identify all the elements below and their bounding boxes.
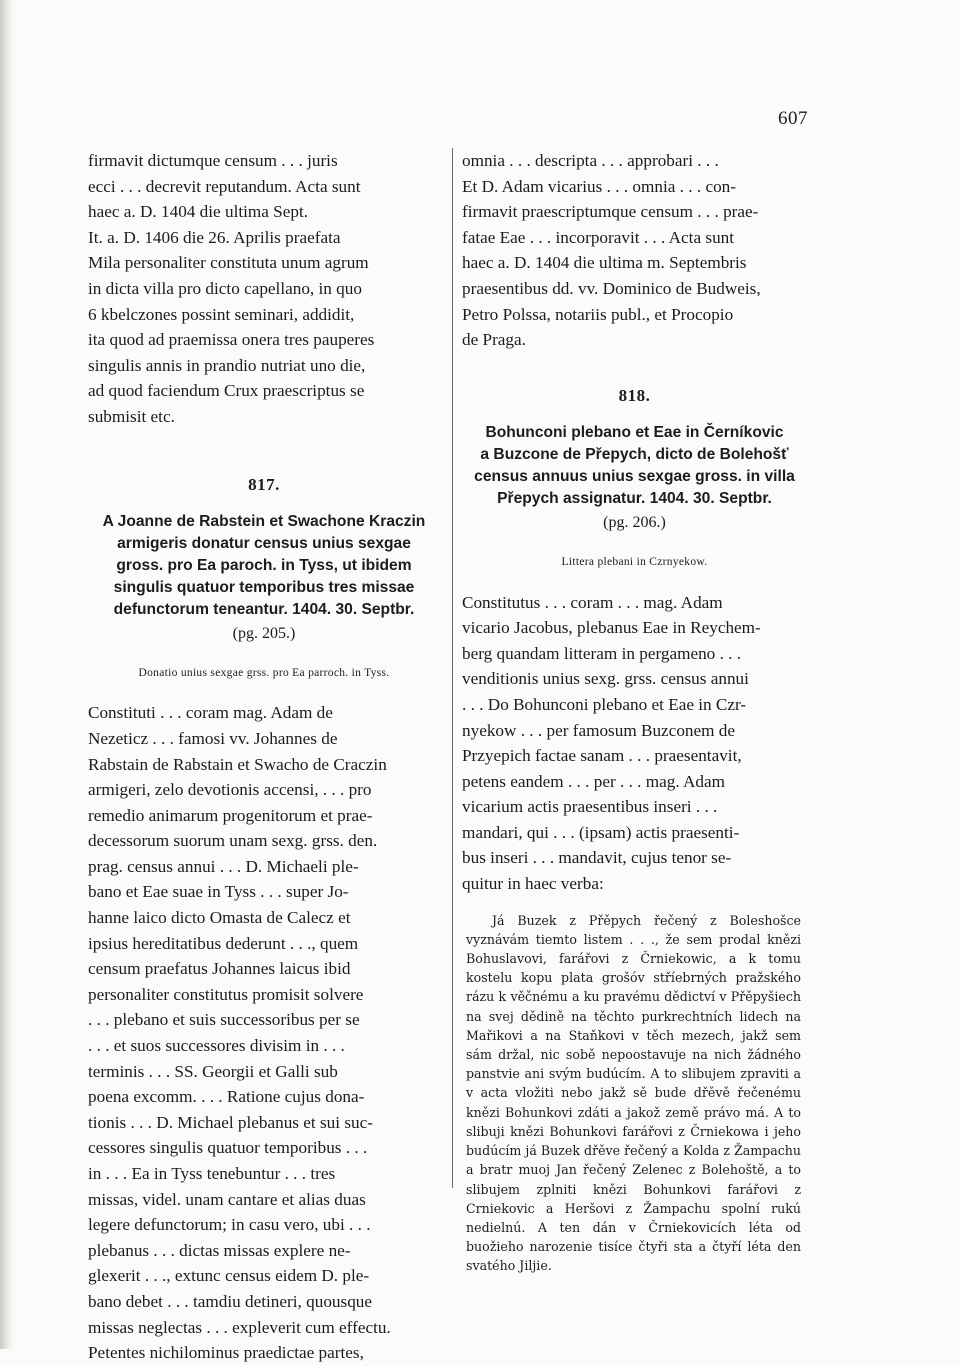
text-line: censum praefatus Johannes laicus ibid [88, 959, 351, 979]
heading-line: armigeris donatur census unius sexgae [117, 535, 411, 553]
heading-line: defunctorum teneantur. 1404. 30. Septbr. [113, 601, 415, 619]
right-intro-paragraph [462, 148, 807, 353]
text-line: poena excomm. . . . Ratione cujus dona- [88, 1087, 365, 1107]
text-line: cessores singulis quatuor temporibus . . . [88, 1138, 368, 1158]
text-line: armigeri, zelo devotionis accensi, . . . pro [88, 780, 372, 800]
czech-charter-text: Já Buzek z Přěpych řečený z Boleshošce vyznávám tiemto listem . . ., že sem prodal knězi Bohuslavovi, farářovi z Črniekowic, a k tomu kostelu kopu plata grošóv stříebrných pražského rázu k věčnému a ku pravému dědictví v Přěpyšiech na svej dědině na těchto purkrechtních lidech na Mařikovi a na Staňkovi v těch mezech, jakž sem sám držal, nic sobě nepoostavuje na nich žádného panstvie ani svým budúcím. A to slibujem zpraviti a v acta vložiti nebo jakž sě bude dřěvě řečenému knězi Bohunkovi zdáti a jakož země právo má. A to slibuji knězi Bohunkovi farářovi z Črniekowa i jeho budúcím já Buzek dřěve řečený a Kolda z Žampachu a bratr muoj Jan řečený Zelenec z Bolehoště, a to slibujem zplniti knězi Bohunkovi farářovi z Crniekovic a Heršovi z Žampachu spolní rukú nedielnú. A ten dán v Črniekovicích léta od buožieho narozenie tisíce čtyři sta a čtyří léta den svatého Jiljie. [466, 912, 801, 1274]
page-reference-206: (pg. 206.) [603, 514, 666, 532]
page-number: 607 [778, 108, 808, 129]
text-line: Constitutus . . . coram . . . mag. Adam [462, 592, 723, 612]
text-line: Przyepich factae sanam . . . praesentavit, [462, 746, 742, 766]
text-line: Constituti . . . coram mag. Adam de [88, 703, 333, 723]
text-line: Nezeticz . . . famosi vv. Johannes de [88, 728, 338, 748]
text-line: remedio animarum progenitorum et prae- [88, 805, 373, 825]
text-line: in . . . Ea in Tyss tenebuntur . . . tres [88, 1164, 336, 1183]
text-line: terminis . . . SS. Georgii et Galli sub [88, 1061, 338, 1081]
text-line: . . . plebano et suis successoribus per se [88, 1010, 360, 1030]
text-line: prag. census annui . . . D. Michaeli ple- [88, 856, 359, 876]
text-line: Et D. Adam vicarius . . . omnia . . . con- [462, 176, 736, 196]
text-line: Petro Polssa, notariis publ., et Procopio [462, 304, 734, 324]
document-caption-818: Littera plebani in Czrnyekow. [561, 555, 708, 568]
text-line: berg quandam litteram in pergameno . . . [462, 643, 742, 663]
text-line: . . . Do Bohunconi plebano et Eae in Czr- [462, 694, 747, 714]
section-heading-817 [88, 511, 440, 621]
section-heading-818 [462, 422, 807, 510]
heading-line: Přepych assignatur. 1404. 30. Septbr. [497, 490, 772, 508]
left-body-paragraph [88, 700, 440, 1365]
text-line: nyekow . . . per famosum Buzconem de [462, 720, 736, 740]
heading-line: a Buzcone de Přepych, dicto de Bolehošť [480, 446, 789, 464]
text-line: glexerit . . ., extunc census eidem D. ple- [88, 1266, 370, 1286]
left-column [88, 148, 440, 1366]
text-line: vicario Jacobus, plebanus Eae in Reychem- [462, 618, 761, 638]
text-line: Petentes nichilominus praedictae partes, [88, 1343, 364, 1363]
text-line: 6 kbelczones possint seminari, addidit, [88, 304, 355, 324]
text-line: bano et Eae suae in Tyss . . . super Jo- [88, 882, 349, 902]
document-caption-817: Donatio unius sexgae grss. pro Ea parroch. in Tyss. [138, 666, 390, 679]
text-line: petens eandem . . . per . . . mag. Adam [462, 771, 725, 791]
heading-line: Bohunconi plebano et Eae in Černíkovic [485, 424, 784, 442]
text-line: de Praga. [462, 330, 526, 350]
text-line: firmavit dictumque censum . . . juris [88, 151, 338, 170]
scan-edge-shadow [0, 0, 14, 1349]
text-line: ita quod ad praemissa onera tres pauperes [88, 330, 375, 350]
right-column [462, 148, 807, 1276]
heading-line: census annuus unius sexgae gross. in villa [474, 468, 795, 486]
text-line: missas neglectas . . . expleverit cum effectu. [88, 1317, 391, 1337]
text-line: mandari, qui . . . (ipsam) actis praesenti- [462, 822, 740, 842]
text-line: . . . et suos successores divisim in . . . [88, 1036, 345, 1056]
text-line: in dicta villa pro dicto capellano, in quo [88, 278, 362, 298]
heading-line: singulis quatuor temporibus tres missae [113, 579, 415, 597]
text-line: legere defunctorum; in casu vero, ubi . . . [88, 1215, 371, 1235]
text-line: hanne laico dicto Omasta de Calecz et [88, 908, 351, 928]
heading-line: gross. pro Ea paroch. in Tyss, ut ibidem [116, 557, 412, 575]
text-line: omnia . . . descripta . . . approbari . . . [462, 151, 719, 170]
text-line: singulis annis in prandio nutriat uno die, [88, 355, 366, 375]
text-line: submisit etc. [88, 406, 175, 426]
text-line: tionis . . . D. Michael plebanus et sui suc- [88, 1112, 373, 1132]
text-line: venditionis unius sexg. grss. census annui [462, 669, 749, 689]
heading-line: A Joanne de Rabstein et Swachone Kraczin [102, 513, 426, 531]
right-body-paragraph [462, 590, 807, 897]
text-line: personaliter constitutus promisit solvere [88, 984, 364, 1004]
text-line: Mila personaliter constituta unum agrum [88, 253, 369, 273]
section-number-817: 817. [248, 474, 280, 494]
left-intro-paragraph [88, 148, 440, 430]
text-line: bus inseri . . . mandavit, cujus tenor se- [462, 848, 732, 868]
page-reference-205: (pg. 205.) [232, 625, 296, 643]
text-line: plebanus . . . dictas missas explere ne- [88, 1240, 351, 1260]
text-line: ipsius hereditatibus dederunt . . ., quem [88, 933, 359, 953]
text-line: haec a. D. 1404 die ultima Sept. [88, 202, 309, 222]
text-line: decessorum suorum unam sexg. grss. den. [88, 831, 378, 851]
text-line: Rabstain de Rabstain et Swacho de Craczin [88, 754, 387, 774]
text-line: vicarium actis praesentibus inseri . . . [462, 797, 718, 817]
text-line: bano debet . . . tamdiu detineri, quousque [88, 1291, 373, 1311]
section-number-818: 818. [618, 385, 651, 405]
text-line: firmavit praescriptumque censum . . . prae- [462, 202, 759, 222]
text-line: praesentibus dd. vv. Dominico de Budweis, [462, 278, 761, 298]
text-line: ad quod faciendum Crux praescriptus se [88, 381, 365, 401]
text-line: quitur in haec verba: [462, 874, 604, 894]
text-line: ecci . . . decrevit reputandum. Acta sunt [88, 176, 361, 196]
column-divider [452, 148, 453, 1188]
text-line: fatae Eae . . . incorporavit . . . Acta sunt [462, 227, 735, 247]
text-line: haec a. D. 1404 die ultima m. Septembris [462, 253, 747, 273]
text-line: missas, videl. unam cantare et alias duas [88, 1189, 366, 1209]
text-line: It. a. D. 1406 die 26. Aprilis praefata [88, 227, 341, 247]
